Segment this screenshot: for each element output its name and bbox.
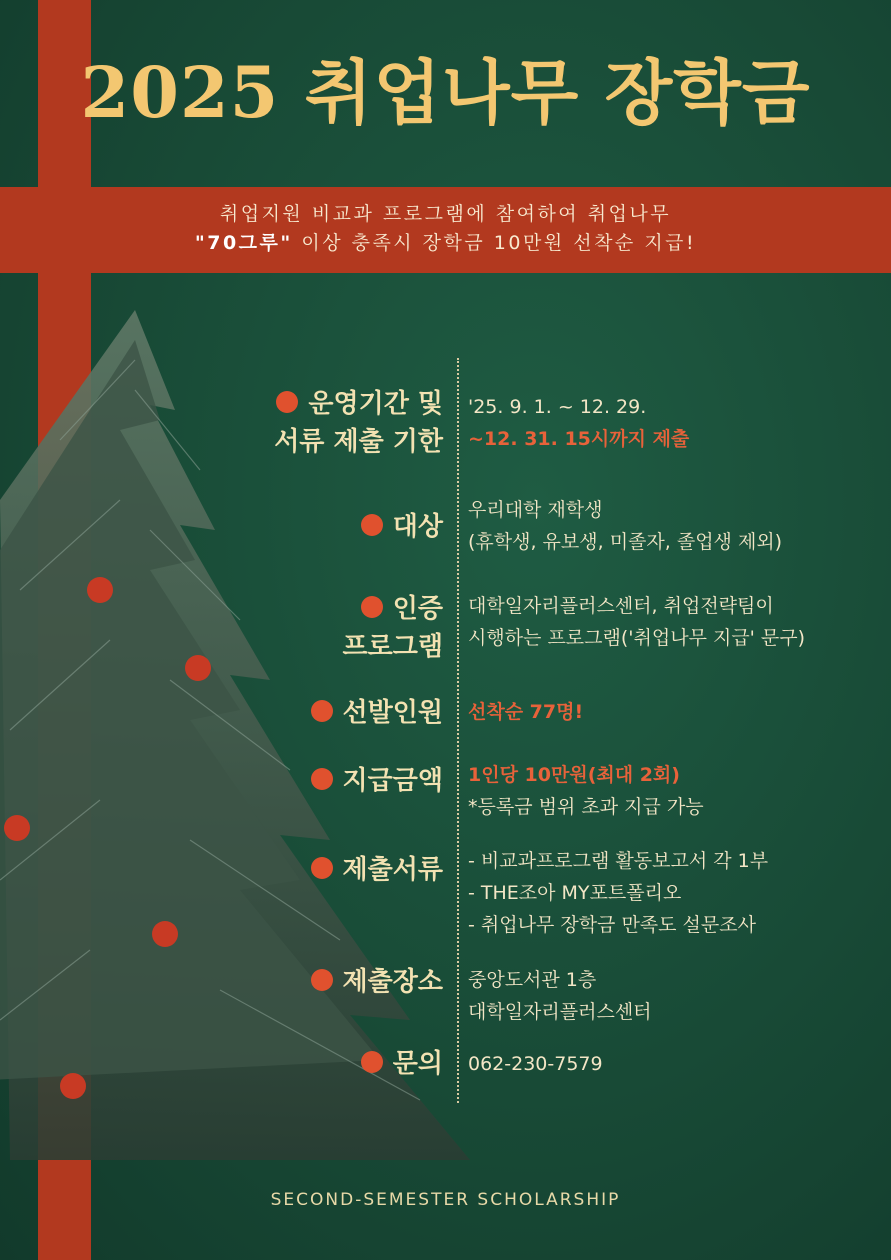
banner-line-2	[0, 229, 891, 258]
bullet-dot-icon	[311, 969, 333, 991]
bullet-dot-icon	[361, 596, 383, 618]
bullet-dot-icon	[276, 391, 298, 413]
bullet-dot-icon	[361, 1051, 383, 1073]
ornament	[185, 655, 211, 681]
banner-line-1: 취업지원 비교과 프로그램에 참여하여 취업나무	[219, 203, 672, 225]
ornament	[87, 577, 113, 603]
label-quota-text: 선발인원	[342, 698, 443, 728]
value-documents	[468, 845, 768, 941]
label-documents-text: 제출서류	[342, 855, 443, 885]
banner-emphasis: "70그루"	[194, 232, 293, 254]
value-location-line2: 대학일자리플러스센터	[468, 1001, 652, 1023]
label-period-line2: 서류 제출 기한	[274, 427, 443, 457]
value-program-line2: 시행하는 프로그램('취업나무 지급' 문구)	[468, 627, 806, 649]
value-period	[468, 391, 689, 455]
label-contact	[361, 1045, 443, 1083]
value-period-line1: '25. 9. 1. ~ 12. 29.	[468, 396, 647, 418]
label-period	[274, 385, 443, 461]
value-documents-line1: - 비교과프로그램 활동보고서 각 1부	[468, 850, 769, 872]
value-amount	[468, 759, 704, 823]
value-target-line2: (휴학생, 유보생, 미졸자, 졸업생 제외)	[468, 531, 783, 553]
label-target	[361, 508, 443, 546]
value-target	[468, 494, 782, 558]
label-program-line1: 인증	[392, 594, 443, 624]
value-quota	[468, 696, 583, 728]
ornament	[60, 1073, 86, 1099]
label-program-line2: 프로그램	[342, 632, 443, 662]
label-period-line1: 운영기간 및	[308, 389, 443, 419]
value-contact	[468, 1048, 603, 1080]
label-target-text: 대상	[392, 512, 443, 542]
banner-line-2-rest: 이상 충족시 장학금 10만원 선착순 지급!	[292, 232, 697, 254]
label-program	[343, 590, 443, 666]
bullet-dot-icon	[361, 514, 383, 536]
ornament	[4, 815, 30, 841]
value-amount-line2: *등록금 범위 초과 지급 가능	[468, 796, 704, 818]
value-period-deadline: ~12. 31. 15시까지 제출	[468, 428, 690, 450]
value-location	[468, 964, 652, 1028]
footer-caption: SECOND-SEMESTER SCHOLARSHIP	[270, 1190, 621, 1210]
value-contact-phone: 062-230-7579	[468, 1053, 603, 1075]
bullet-dot-icon	[311, 857, 333, 879]
label-documents	[311, 851, 443, 889]
label-amount-text: 지급금액	[342, 766, 443, 796]
value-program-line1: 대학일자리플러스센터, 취업전략팀이	[468, 595, 774, 617]
bullet-dot-icon	[311, 768, 333, 790]
value-documents-line3: - 취업나무 장학금 만족도 설문조사	[468, 914, 756, 936]
label-quota	[311, 694, 443, 732]
label-location	[311, 963, 443, 1001]
value-quota-text: 선착순 77명!	[468, 701, 584, 723]
label-contact-text: 문의	[392, 1049, 443, 1079]
value-program	[468, 590, 805, 654]
value-location-line1: 중앙도서관 1층	[468, 969, 597, 991]
label-amount	[311, 762, 443, 800]
value-amount-line1: 1인당 10만원(최대 2회)	[468, 764, 680, 786]
ornament	[152, 921, 178, 947]
value-documents-line2: - THE조아 MY포트폴리오	[468, 882, 682, 904]
page-title: 2025 취업나무 장학금	[80, 51, 811, 134]
bullet-dot-icon	[311, 700, 333, 722]
column-divider	[457, 358, 459, 1103]
banner-text	[0, 200, 891, 258]
value-target-line1: 우리대학 재학생	[468, 499, 603, 521]
label-location-text: 제출장소	[342, 967, 443, 997]
